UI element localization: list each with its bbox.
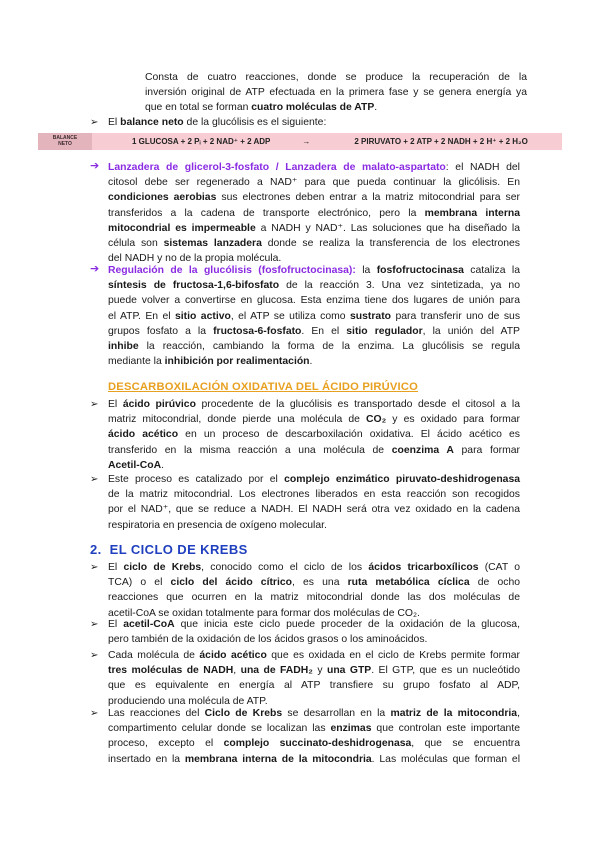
bullet-icon: ➢ [90, 650, 99, 661]
text-line: de la matriz mitocondrial. Los electrones liberados en esta reacción son recogidos [108, 489, 520, 501]
balance-left: 1 GLUCOSA + 2 Pᵢ + 2 NAD⁺ + 2 ADP [132, 136, 271, 146]
balance-tag: BALANCE NETO [38, 133, 92, 150]
text-line: ácido acético en un proceso de descarboxilación oxidativa. El ácido acético es [108, 429, 520, 441]
text-line: Regulación de la glucólisis (fosfofructocinasa): la fosfofructocinasa cataliza la [108, 265, 521, 276]
text-line: pero también de la oxidación de los ácidos grasos o los aminoácidos. [108, 634, 428, 646]
text-line: insertado en la membrana interna de la mitocondria. Las moléculas que forman el [108, 753, 521, 765]
text-line: Este proceso es catalizado por el complejo enzimático piruvato-deshidrogenasa [108, 474, 521, 485]
bullet-icon: ➢ [90, 619, 99, 630]
regulacion-paragraph [108, 263, 520, 369]
balance-arrow: → [302, 136, 311, 146]
text-line: síntesis de fructosa-1,6-bifosfato de la reacción 3. Una vez sintetizada, ya no [108, 280, 520, 292]
krebs-paragraph-2 [108, 617, 520, 647]
text-line: por el NAD⁺, que se reduce a NADH. El NADH será otra vez oxidado en la cadena [108, 504, 520, 516]
descarbox-paragraph-2 [108, 472, 520, 533]
text-line: El ciclo de Krebs, conocido como el ciclo de los ácidos tricarboxílicos (CAT o [108, 562, 520, 573]
text-line: respiratoria en presencia de oxígeno molecular. [108, 519, 327, 531]
bullet-icon: ➢ [90, 117, 99, 128]
text-line: Acetil-CoA. [108, 459, 165, 471]
text-line: produciendo una molécula de ATP. [108, 695, 268, 707]
balance-equation [92, 133, 562, 150]
text-line: acetil-CoA se oxidan totalmente para formar dos moléculas de CO₂. [108, 607, 420, 619]
arrow-icon: ➔ [90, 263, 100, 275]
balance-right: 2 PIRUVATO + 2 ATP + 2 NADH + 2 H⁺ + 2 H₂O [354, 136, 528, 146]
text-line: reacciones que ocurren en la matriz mitocondrial donde las dos moléculas de [108, 592, 520, 604]
descarbox-paragraph-1 [108, 397, 520, 473]
descarbox-heading: DESCARBOXILACIÓN OXIDATIVA DEL ÁCIDO PIRÚVICO [108, 381, 419, 393]
krebs-paragraph-3 [108, 648, 520, 709]
text-line: matriz mitocondrial, donde pierde una molécula de CO₂ y es oxidado para formar [108, 414, 521, 426]
text-line: El acetil-CoA que inicia este ciclo puede proceder de la oxidación de la glucosa, [108, 619, 520, 630]
krebs-paragraph-1 [108, 560, 520, 621]
intro-paragraph [145, 70, 527, 116]
text-line: inhibe la reacción, cambiando la forma de la enzima. La glucólisis se regula [108, 341, 520, 353]
lanzadera-paragraph [108, 160, 520, 266]
text-line: citosol debe ser regenerado a NAD⁺ para que pueda continuar la glicólisis. En [108, 177, 520, 189]
bullet-icon: ➢ [90, 708, 99, 719]
text-line: transferido en la misma reacción a una molécula de coenzima A para formar [108, 444, 520, 456]
arrow-icon: ➔ [90, 160, 100, 172]
intro-line: Consta de cuatro reacciones, donde se produce la recuperación de la [145, 72, 527, 83]
text-line: transferidos a la cadena de transporte electrónico, pero la membrana interna [108, 207, 520, 219]
text-line: puede volver a convertirse en glucosa. Esta enzima tiene dos lugares de unión para [108, 295, 520, 307]
text-line: tres moléculas de NADH, una de FADH₂ y una GTP. El GTP, que es un nucleótido [108, 665, 520, 677]
balance-intro: El balance neto de la glucólisis es el siguiente: [108, 117, 327, 128]
text-line: condiciones aerobias sus electrones deben entrar a la matriz mitocondrial para ser [108, 192, 520, 204]
text-line: Las reacciones del Ciclo de Krebs se desarrollan en la matriz de la mitocondria, [108, 708, 520, 719]
balance-equation-bar [38, 133, 562, 150]
intro-line: que en total se forman cuatro moléculas de ATP. [145, 102, 378, 114]
text-line: TCA) o el ciclo del ácido cítrico, es una ruta metabólica cíclica de ocho [108, 577, 521, 589]
text-line: que es equivalente en energía al ATP transfiere su grupo fosfato al ADP, [108, 680, 520, 692]
text-line: proceso, excepto el complejo succinato-deshidrogenasa, que se encuentra [108, 738, 520, 750]
text-line: grupos fosfato a la fructosa-6-fosfato. En el sitio regulador, la unión del ATP [108, 325, 520, 337]
intro-line: inversión original de ATP efectuada en la primera fase y se genera energía ya [145, 87, 527, 99]
text-line: el ATP. En el sitio activo, el ATP se utiliza como sustrato para transferir uno de sus [108, 310, 521, 322]
bullet-icon: ➢ [90, 399, 99, 410]
text-line: mediante la inhibición por realimentación. [108, 356, 313, 368]
text-line: compartimento celular donde se localizan las enzimas que controlan este importante [108, 723, 520, 735]
text-line: El ácido pirúvico procedente de la glucólisis es transportado desde el citosol a la [108, 399, 520, 410]
text-line: mitocondrial es impermeable a NADH y NAD⁺. Las soluciones que ha diseñado la [108, 222, 520, 234]
text-line: Lanzadera de glicerol-3-fosfato / Lanzadera de malato-aspartato: el NADH del [108, 162, 520, 173]
krebs-heading: 2. EL CICLO DE KREBS [90, 542, 248, 557]
krebs-paragraph-4 [108, 706, 520, 767]
bullet-icon: ➢ [90, 474, 99, 485]
bullet-icon: ➢ [90, 562, 99, 573]
text-line: Cada molécula de ácido acético que es oxidada en el ciclo de Krebs permite formar [108, 650, 520, 661]
text-line: del NADH y no de la propia molécula. [108, 253, 282, 265]
text-line: célula son sistemas lanzadera donde se realiza la transferencia de los electrones [108, 238, 520, 250]
